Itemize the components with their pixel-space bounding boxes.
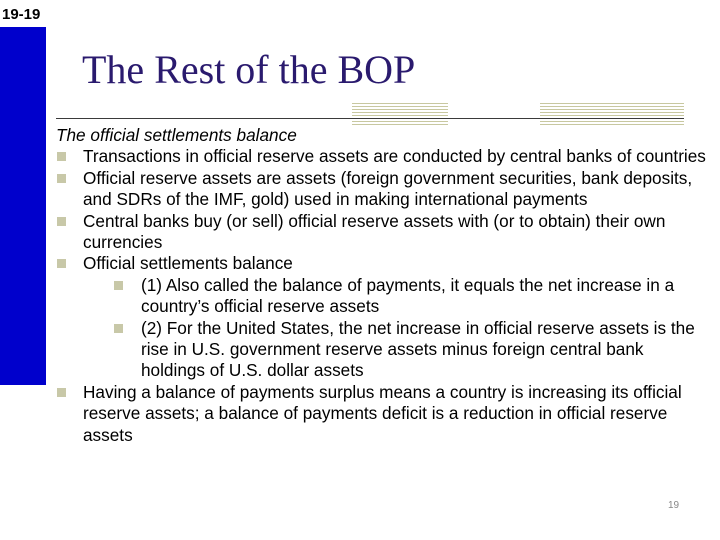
decorative-hatch: [352, 103, 448, 125]
sub-bullet-text: (2) For the United States, the net increase in official reserve assets is the rise in U.S. government reserve assets minus foreign central bank holdings of U.S. dollar assets: [141, 317, 695, 381]
sub-list-item: [56, 318, 712, 382]
bullet-text: Transactions in official reserve assets are conducted by central banks of countries: [83, 146, 706, 167]
slide-title: The Rest of the BOP: [82, 47, 416, 92]
bullet-list: [56, 382, 712, 446]
bullet-text: Official settlements balance: [83, 253, 293, 274]
square-bullet-icon: [57, 152, 66, 161]
bullet-text: Having a balance of payments surplus means a country is increasing its official reserve assets; a balance of payments deficit is a reduction in official reserve assets: [83, 381, 682, 445]
page-number: 19: [668, 500, 680, 511]
sub-list-item: [56, 275, 712, 318]
list-item: [56, 146, 712, 167]
slide-number: 19-19: [2, 6, 41, 23]
sub-bullet-text: (1) Also called the balance of payments, it equals the net increase in a country’s official reserve assets: [141, 274, 675, 317]
square-bullet-icon: [114, 281, 123, 290]
bullet-text: Central banks buy (or sell) official reserve assets with (or to obtain) their own currencies: [83, 210, 666, 253]
bullet-list: [56, 146, 712, 274]
decorative-hatch: [540, 103, 684, 125]
square-bullet-icon: [57, 174, 66, 183]
square-bullet-icon: [114, 324, 123, 333]
list-item: [56, 168, 712, 211]
bullet-text: Official reserve assets are assets (foreign government securities, bank deposits, and SDRs of the IMF, gold) used in making international payments: [83, 167, 693, 210]
square-bullet-icon: [57, 259, 66, 268]
square-bullet-icon: [57, 388, 66, 397]
slide-body: [56, 125, 712, 446]
section-heading: The official settlements balance: [56, 125, 297, 145]
title-divider: [56, 118, 684, 119]
sub-bullet-list: [56, 275, 712, 382]
square-bullet-icon: [57, 217, 66, 226]
list-item: [56, 382, 712, 446]
accent-bar: [0, 27, 46, 385]
list-item: [56, 211, 712, 254]
list-item: [56, 253, 712, 274]
